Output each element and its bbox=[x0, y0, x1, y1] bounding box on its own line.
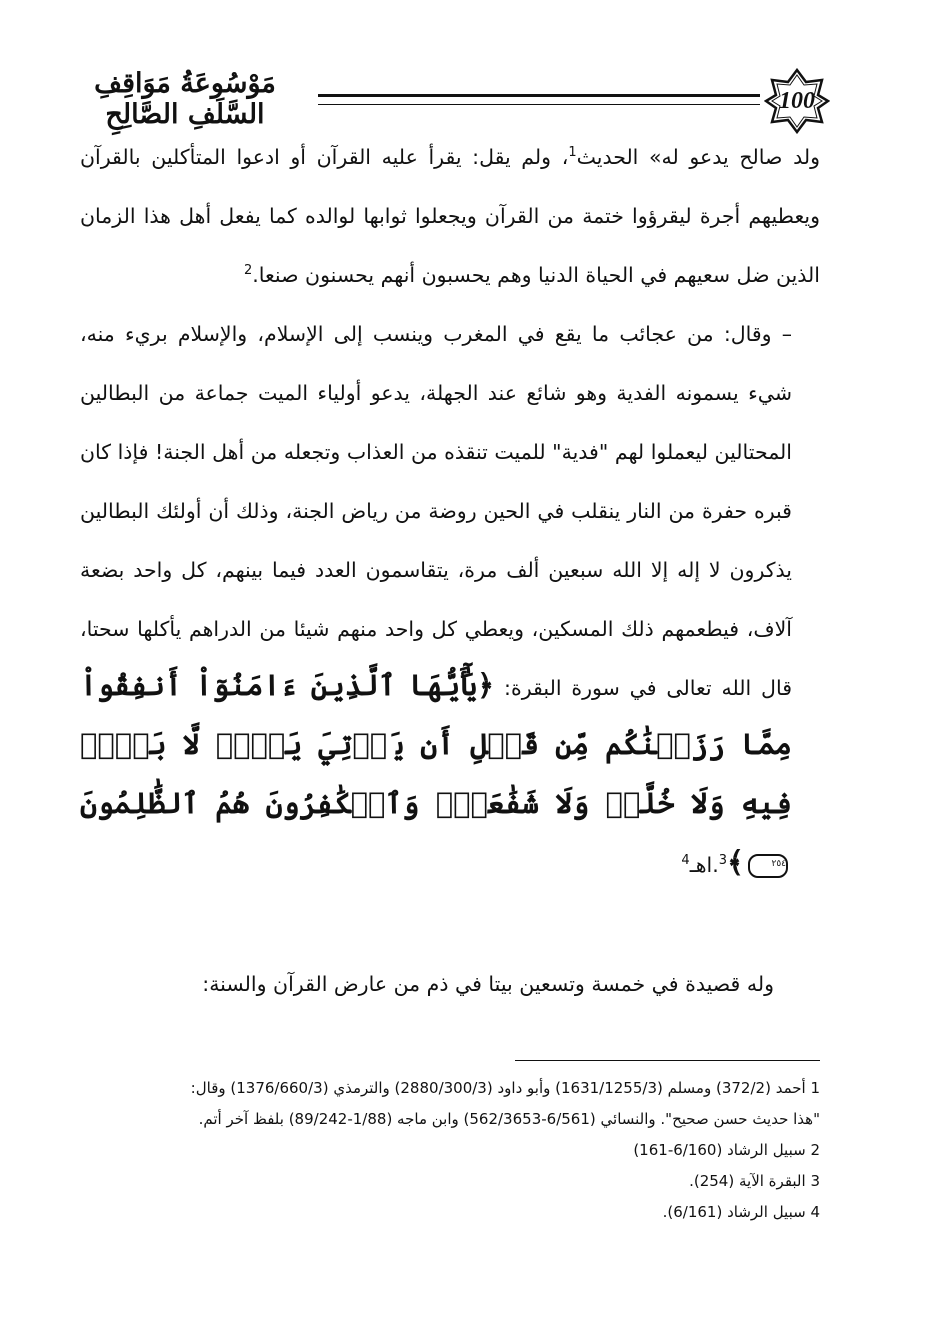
paragraph-2 bbox=[80, 305, 820, 895]
paragraph-3 bbox=[80, 972, 820, 996]
footnote-ref-2: 2 bbox=[243, 263, 253, 279]
header-rule bbox=[318, 94, 760, 105]
quran-close-bracket: ﴾ bbox=[727, 845, 744, 879]
p3-text: وله قصيدة في خمسة وتسعين بيتا في ذم من عارض القرآن والسنة: bbox=[202, 972, 774, 996]
page-number: 100 bbox=[779, 87, 815, 114]
footnote-ref-3: 3 bbox=[718, 853, 727, 869]
footnote-ref-4: 4 bbox=[681, 853, 690, 869]
footnotes bbox=[80, 1073, 820, 1228]
series-title: مَوْسُوعَةُ مَوَاقِفِ السَّلَفِ الصَّالِحِ bbox=[94, 68, 276, 130]
footnote-3: 3 البقرة الآية (254). bbox=[689, 1172, 820, 1190]
page-number-badge bbox=[764, 68, 830, 134]
footnote-4: 4 سبيل الرشاد (6/161). bbox=[662, 1203, 820, 1221]
verse-number-ornament: ٢٥٤ bbox=[748, 854, 788, 878]
p2-text: – وقال: من عجائب ما يقع في المغرب وينسب إلى الإسلام، والإسلام بريء منه، شيء يسمونه الفدية وهو شائع عند الجهلة، يدعو أولياء الميت جماعة من البطالين المحتالين ليعملوا لهم "فدية" للميت تنقذه من العذاب وتجعله من أهل الجنة! فإذا كان قبره حفرة من النار ينقلب في الحين روضة من رياض الجنة، وذلك أن أولئك البطالين يذكرون لا إله إلا الله سبعين ألف مرة، يتقاسمون العدد فيما بينهم، كل واحد بضعة آلاف، فيطعمهم ذلك المسكين، ويعطي كل واحد منهم شيئا من الدراهم يأكلها سحتا، قال الله تعالى في سورة البقرة: bbox=[80, 322, 792, 700]
footnote-ref-1: 1 bbox=[568, 145, 577, 161]
footnote-1: 1 أحمد (372/2) ومسلم (1631/1255/3) وأبو داود (2880/300/3) والترمذي (1376/660/3) وقال: bbox=[190, 1079, 820, 1097]
p1-text-b: ، ولم يقل: يقرأ عليه القرآن أو ادعوا المتأكلين بالقرآن ويعطيهم أجرة ليقرؤوا ختمة من القرآن ويجعلوا ثوابها لوالده كما يفعل أهل هذا الزمان الذين ضل سعيهم في الحياة الدنيا وهم يحسبون أنهم يحسنون صنعا. bbox=[80, 145, 820, 287]
p1-text-a: ولد صالح يدعو له» الحديث bbox=[576, 145, 820, 169]
quran-verse: ﴿يَٰٓأَيُّهَا ٱلَّذِينَ ءَامَنُوٓاْ أَنفِقُواْ مِمَّا رَزَقۡنَٰكُم مِّن قَبۡلِ أَن يَأۡتِيَ يَوۡمٞ لَّا بَيۡعٞ فِيهِ وَلَا خُلَّةٞ وَلَا شَفَٰعَةٞۗ وَٱلۡكَٰفِرُونَ هُمُ ٱلظَّٰلِمُونَ bbox=[80, 668, 792, 820]
footnote-2: 2 سبيل الرشاد (6/160-161) bbox=[633, 1141, 820, 1159]
main-text bbox=[80, 128, 820, 895]
paragraph-1 bbox=[80, 128, 820, 305]
p2-tail: .اهـ bbox=[689, 853, 719, 877]
footnote-1-continued: "هذا حديث حسن صحيح". والنسائي (6/561-562/3653) وابن ماجه (1/88-89/242) بلفظ آخر أتم. bbox=[198, 1110, 820, 1128]
footnote-separator bbox=[515, 1060, 820, 1061]
